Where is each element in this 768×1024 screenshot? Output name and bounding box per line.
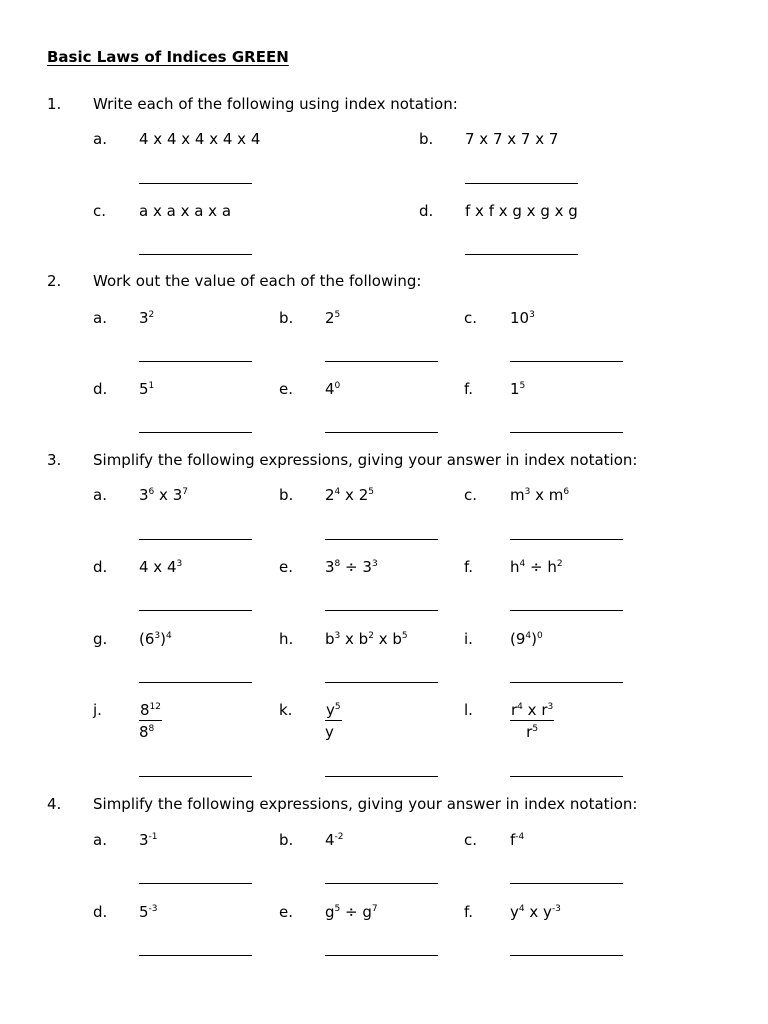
q3l-denominator: $r^5$ — [526, 723, 539, 741]
q4c-label: c. — [464, 831, 478, 849]
q2a-answer-line[interactable] — [139, 361, 252, 362]
page-title: Basic Laws of Indices GREEN — [47, 48, 289, 66]
q3i-answer-line[interactable] — [510, 682, 623, 683]
q3f-answer-line[interactable] — [510, 610, 623, 611]
q1d-answer-line[interactable] — [465, 254, 578, 255]
q4d-answer-line[interactable] — [139, 955, 252, 956]
q3k-label: k. — [279, 701, 293, 719]
q3g-expression: $(6^3)^4$ — [139, 630, 172, 648]
q3h-answer-line[interactable] — [325, 682, 438, 683]
q3k-answer-line[interactable] — [325, 776, 438, 777]
q1c-answer-line[interactable] — [139, 254, 252, 255]
q3g-answer-line[interactable] — [139, 682, 252, 683]
q1b-label: b. — [419, 130, 434, 148]
q3d-answer-line[interactable] — [139, 610, 252, 611]
q3e-label: e. — [279, 558, 293, 576]
q3f-label: f. — [464, 558, 473, 576]
q3a-expression: $3^6$ x $3^7$ — [139, 486, 188, 504]
q3i-label: i. — [464, 630, 473, 648]
question-4-number: 4. — [47, 795, 62, 813]
q3c-expression: $m^3$ x $m^6$ — [510, 486, 570, 504]
q2c-label: c. — [464, 309, 478, 327]
question-1-text: Write each of the following using index notation: — [93, 95, 458, 113]
q3b-expression: $2^4$ x $2^5$ — [325, 486, 374, 504]
q3b-answer-line[interactable] — [325, 539, 438, 540]
q4a-label: a. — [93, 831, 107, 849]
q3d-label: d. — [93, 558, 108, 576]
q1a-answer-line[interactable] — [139, 183, 252, 184]
q2e-expression: $4^0$ — [325, 380, 341, 398]
q2e-answer-line[interactable] — [325, 432, 438, 433]
question-4-text: Simplify the following expressions, giving your answer in index notation: — [93, 795, 638, 813]
q1b-expression: 7 x 7 x 7 x 7 — [465, 130, 559, 148]
question-3-text: Simplify the following expressions, giving your answer in index notation: — [93, 451, 638, 469]
question-2-text: Work out the value of each of the following: — [93, 272, 422, 290]
q3k-denominator: y — [325, 723, 334, 741]
q2c-answer-line[interactable] — [510, 361, 623, 362]
q3j-expression — [139, 701, 162, 741]
q4f-label: f. — [464, 903, 473, 921]
q2d-expression: $5^1$ — [139, 380, 155, 398]
q4e-label: e. — [279, 903, 293, 921]
q3h-expression: $b^3$ x $b^2$ x $b^5$ — [325, 630, 408, 648]
q2f-answer-line[interactable] — [510, 432, 623, 433]
q3c-answer-line[interactable] — [510, 539, 623, 540]
q3e-answer-line[interactable] — [325, 610, 438, 611]
q2a-label: a. — [93, 309, 107, 327]
q2b-label: b. — [279, 309, 294, 327]
q3b-label: b. — [279, 486, 294, 504]
question-1-number: 1. — [47, 95, 62, 113]
q3l-label: l. — [464, 701, 473, 719]
q4a-answer-line[interactable] — [139, 883, 252, 884]
q4a-expression: $3^{-1}$ — [139, 831, 158, 849]
q2d-label: d. — [93, 380, 108, 398]
q3e-expression: $3^8 \div 3^3$ — [325, 558, 378, 576]
q4d-expression: $5^{-3}$ — [139, 903, 158, 921]
q3h-label: h. — [279, 630, 294, 648]
q3l-numerator: $r^4$ x $r^3$ — [511, 701, 554, 719]
q4d-label: d. — [93, 903, 108, 921]
q3l-expression — [510, 701, 554, 741]
q4e-answer-line[interactable] — [325, 955, 438, 956]
q3d-expression: 4 x $4^3$ — [139, 558, 183, 576]
q2d-answer-line[interactable] — [139, 432, 252, 433]
question-2-number: 2. — [47, 272, 62, 290]
q4c-answer-line[interactable] — [510, 883, 623, 884]
q2f-expression: $1^5$ — [510, 380, 526, 398]
q3j-label: j. — [93, 701, 102, 719]
q3a-answer-line[interactable] — [139, 539, 252, 540]
q1d-expression: f x f x g x g x g — [465, 202, 578, 220]
q4b-expression: $4^{-2}$ — [325, 831, 344, 849]
q3f-expression: $h^4 \div h^2$ — [510, 558, 563, 576]
q3k-numerator: $y^5$ — [326, 701, 341, 719]
q4e-expression: $g^5 \div g^7$ — [325, 903, 378, 921]
q2e-label: e. — [279, 380, 293, 398]
q1a-expression: 4 x 4 x 4 x 4 x 4 — [139, 130, 261, 148]
q4f-answer-line[interactable] — [510, 955, 623, 956]
q3j-denominator: $8^8$ — [139, 723, 155, 741]
question-3-number: 3. — [47, 451, 62, 469]
q3k-expression — [325, 701, 342, 741]
q1c-expression: a x a x a x a — [139, 202, 232, 220]
q4c-expression: $f^{-4}$ — [510, 831, 525, 849]
q3l-answer-line[interactable] — [510, 776, 623, 777]
q4f-expression: $y^4$ x $y^{-3}$ — [510, 903, 561, 921]
q3j-numerator: $8^{12}$ — [140, 701, 161, 719]
q2c-expression: $10^3$ — [510, 309, 535, 327]
q2f-label: f. — [464, 380, 473, 398]
q1d-label: d. — [419, 202, 434, 220]
q2b-answer-line[interactable] — [325, 361, 438, 362]
q4b-answer-line[interactable] — [325, 883, 438, 884]
q3j-answer-line[interactable] — [139, 776, 252, 777]
q2a-expression: $3^2$ — [139, 309, 155, 327]
q1a-label: a. — [93, 130, 107, 148]
q1c-label: c. — [93, 202, 107, 220]
q3a-label: a. — [93, 486, 107, 504]
q3g-label: g. — [93, 630, 108, 648]
q1b-answer-line[interactable] — [465, 183, 578, 184]
q3i-expression: $(9^4)^0$ — [510, 630, 543, 648]
q4b-label: b. — [279, 831, 294, 849]
q3c-label: c. — [464, 486, 478, 504]
q2b-expression: $2^5$ — [325, 309, 341, 327]
